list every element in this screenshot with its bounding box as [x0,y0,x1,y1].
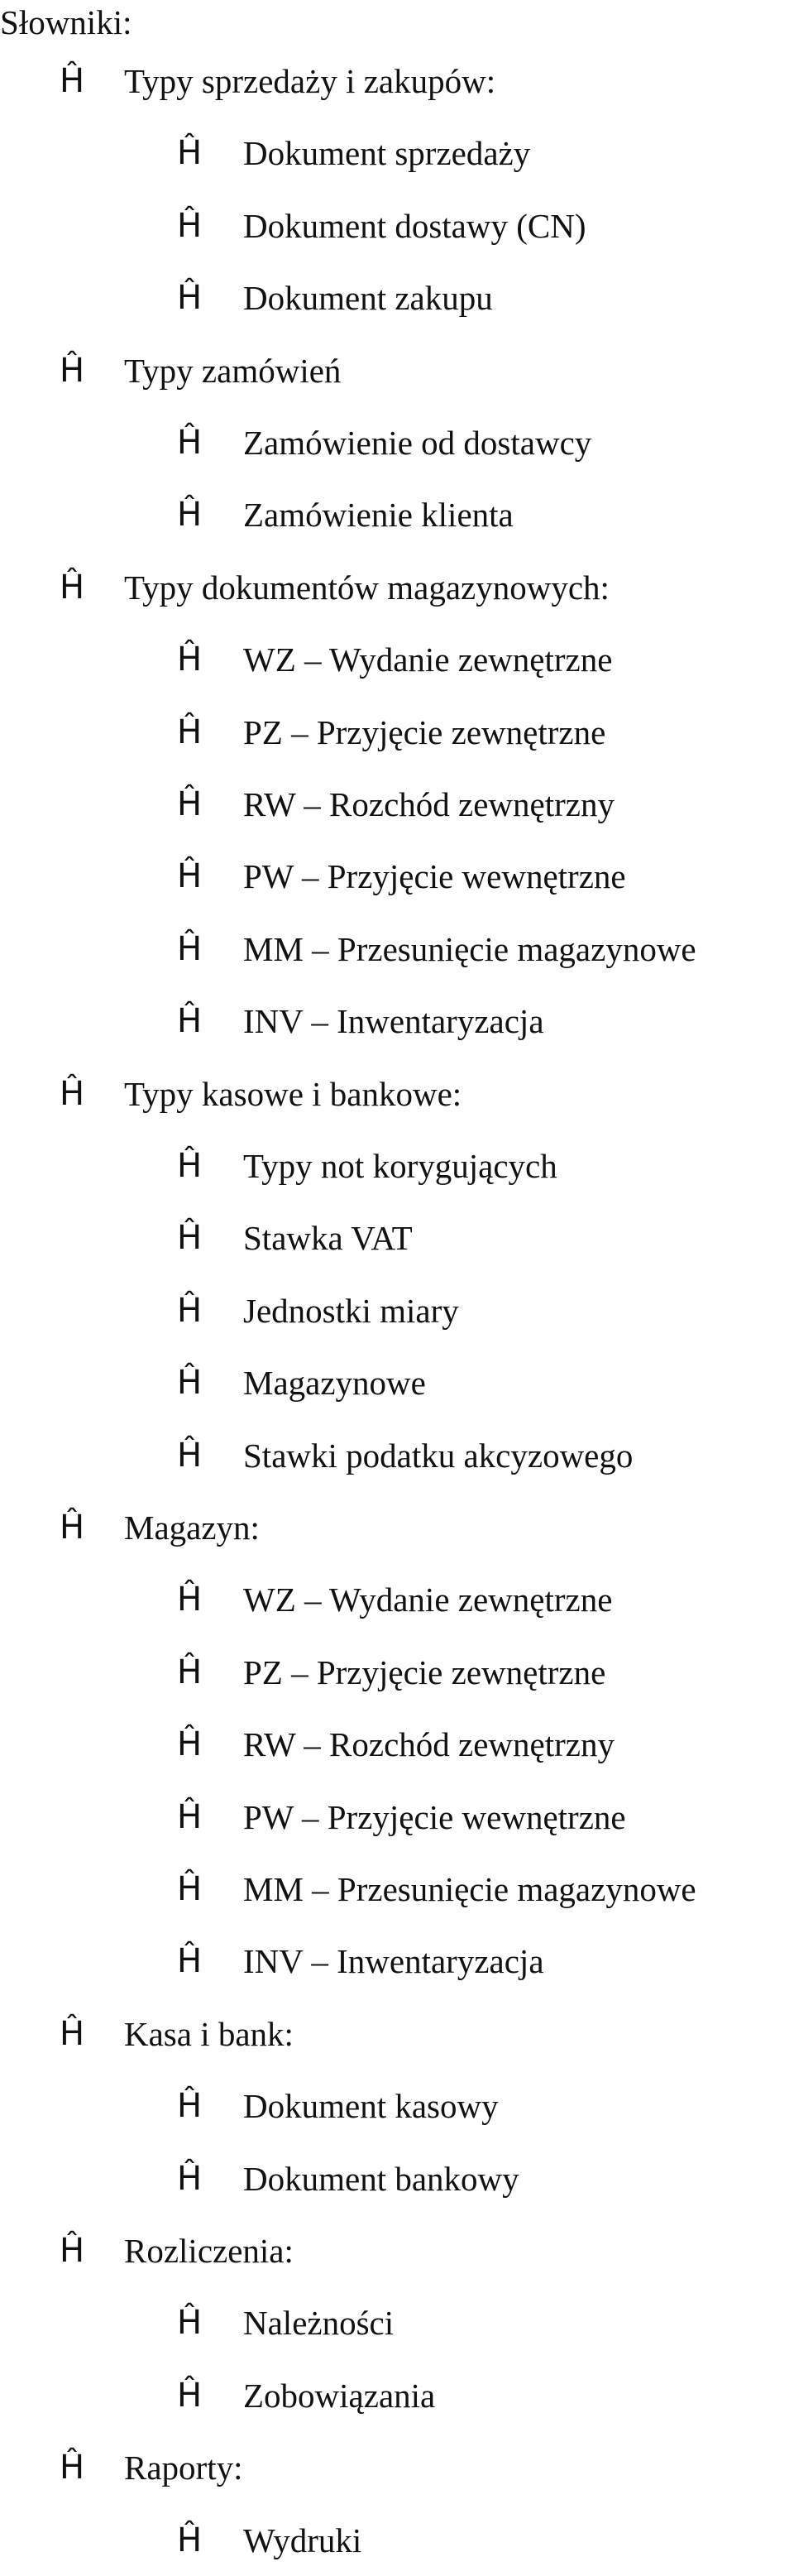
list-section-item [60,46,495,117]
list-sub-item [177,2143,519,2214]
list-item-label: Typy kasowe i bankowe: [124,1074,462,1113]
list-sub-item [177,2505,361,2576]
list-sub-item [177,2287,394,2358]
list-item-label: Dokument kasowy [243,2087,499,2126]
bullet-icon: Ĥ [177,1942,203,1981]
list-sub-item [177,262,493,333]
bullet-icon: Ĥ [177,1725,203,1764]
list-item-label: Typy not korygujących [243,1147,557,1185]
list-item-label: RW – Rozchód zewnętrzny [243,1725,615,1764]
list-item-label: WZ – Wydanie zewnętrzne [243,1581,613,1619]
list-sub-item [177,624,612,695]
list-sub-item [177,2070,499,2142]
list-item-label: Typy dokumentów magazynowych: [124,568,610,607]
bullet-icon: Ĥ [60,1509,85,1547]
list-item-label: Rozliczenia: [124,2232,294,2270]
list-item-label: Magazyn: [124,1509,260,1547]
page-heading: Słowniki: [0,3,132,41]
list-sub-item [177,479,514,550]
bullet-icon: Ĥ [177,1147,203,1185]
bullet-icon: Ĥ [177,1797,203,1836]
list-section-item [60,1998,294,2070]
list-section-item [60,1058,462,1130]
list-sub-item [177,1637,605,1708]
list-item-label: Dokument dostawy (CN) [243,206,586,245]
bullet-icon: Ĥ [177,1870,203,1908]
list-item-label: Należności [243,2304,395,2343]
list-item-label: MM – Przesunięcie magazynowe [243,929,696,968]
bullet-icon: Ĥ [177,2087,203,2126]
bullet-icon: Ĥ [177,496,203,535]
list-sub-item [177,190,586,261]
list-item-label: Zamówienie od dostawcy [243,424,592,462]
bullet-icon: Ĥ [177,857,203,896]
bullet-icon: Ĥ [177,134,203,173]
list-item-label: WZ – Wydanie zewnętrzne [243,640,613,679]
list-item-label: Typy sprzedaży i zakupów: [124,62,496,100]
bullet-icon: Ĥ [177,712,203,751]
list-item-label: Jednostki miary [243,1291,459,1330]
bullet-icon: Ĥ [177,1002,203,1041]
list-sub-item [177,1709,615,1780]
bullet-icon: Ĥ [177,2376,203,2415]
list-section-item [60,2432,242,2503]
bullet-icon: Ĥ [177,640,203,679]
bullet-icon: Ĥ [177,2304,203,2343]
bullet-icon: Ĥ [60,2232,85,2270]
list-sub-item [177,1854,696,1925]
list-item-label: RW – Rozchód zewnętrzny [243,785,615,823]
list-sub-item [177,769,615,840]
list-section-item [60,2215,294,2286]
bullet-icon: Ĥ [177,1364,203,1403]
list-item-label: Wydruki [243,2521,362,2559]
bullet-icon: Ĥ [177,1581,203,1619]
list-section-item [60,335,341,406]
list-sub-item [177,407,591,478]
bullet-icon: Ĥ [177,206,203,245]
list-item-label: PZ – Przyjęcie zewnętrzne [243,712,606,751]
bullet-icon: Ĥ [177,424,203,462]
list-item-label: INV – Inwentaryzacja [243,1002,544,1041]
list-item-label: Stawka VAT [243,1219,413,1258]
bullet-icon: Ĥ [177,1219,203,1258]
list-sub-item [177,1782,626,1853]
bullet-icon: Ĥ [177,2159,203,2198]
bullet-icon: Ĥ [60,2449,85,2487]
bullet-icon: Ĥ [60,1074,85,1113]
list-item-label: Dokument sprzedaży [243,134,531,173]
list-sub-item [177,2360,435,2431]
list-sub-item [177,914,696,985]
list-section-item [60,552,610,623]
bullet-icon: Ĥ [177,1653,203,1691]
bullet-icon: Ĥ [60,568,85,607]
list-item-label: PW – Przyjęcie wewnętrzne [243,857,626,896]
list-sub-item [177,1347,426,1418]
bullet-icon: Ĥ [60,2014,85,2053]
list-item-label: Dokument zakupu [243,279,493,318]
list-item-label: PZ – Przyjęcie zewnętrzne [243,1653,606,1691]
list-item-label: Kasa i bank: [124,2014,294,2053]
list-item-label: Stawki podatku akcyzowego [243,1436,634,1475]
list-item-label: MM – Przesunięcie magazynowe [243,1870,696,1908]
list-sub-item [177,1130,557,1202]
list-item-label: INV – Inwentaryzacja [243,1942,544,1981]
list-sub-item [177,986,544,1057]
list-sub-item [177,1202,413,1274]
list-sub-item [177,841,626,912]
bullet-icon: Ĥ [60,351,85,390]
bullet-icon: Ĥ [177,1291,203,1330]
list-item-label: Zamówienie klienta [243,496,514,535]
bullet-icon: Ĥ [60,62,85,100]
bullet-icon: Ĥ [177,1436,203,1475]
list-sub-item [177,697,605,768]
list-item-label: Dokument bankowy [243,2159,519,2198]
list-sub-item [177,1926,544,1997]
list-sub-item [177,1564,612,1635]
list-sub-item [177,118,530,189]
list-item-label: Raporty: [124,2449,243,2487]
bullet-icon: Ĥ [177,2521,203,2559]
bullet-icon: Ĥ [177,929,203,968]
list-sub-item [177,1275,459,1346]
list-item-label: Zobowiązania [243,2376,436,2415]
list-item-label: Typy zamówień [124,351,342,390]
list-item-label: Magazynowe [243,1364,426,1403]
bullet-icon: Ĥ [177,785,203,823]
list-sub-item [177,1420,633,1491]
list-item-label: PW – Przyjęcie wewnętrzne [243,1797,626,1836]
bullet-icon: Ĥ [177,279,203,318]
list-section-item [60,1492,260,1563]
